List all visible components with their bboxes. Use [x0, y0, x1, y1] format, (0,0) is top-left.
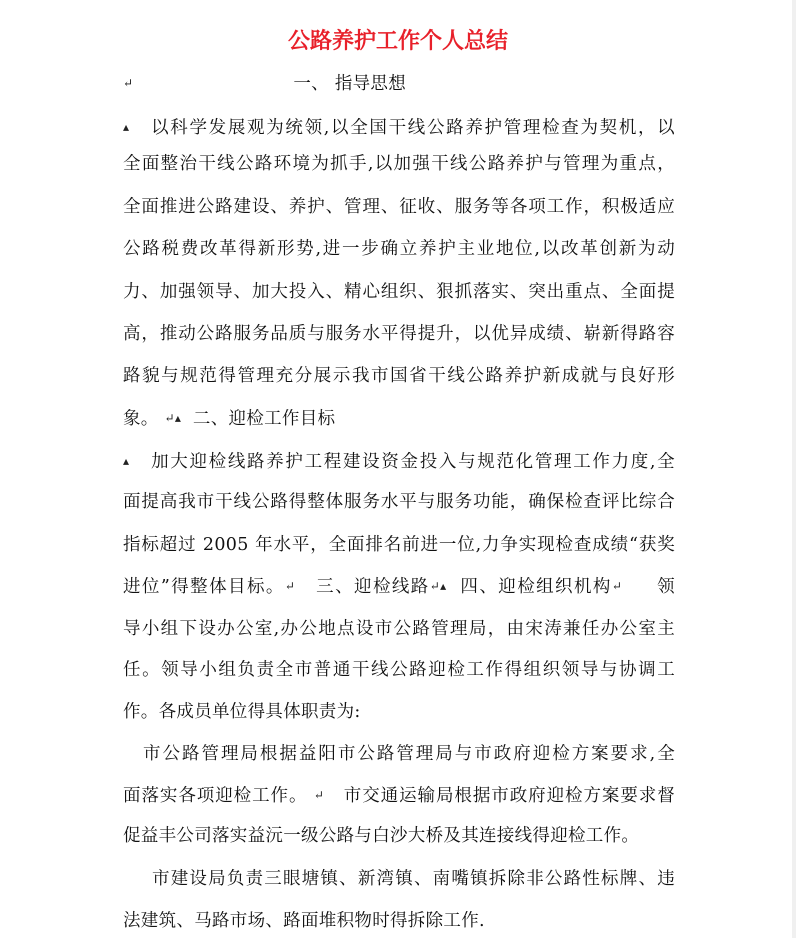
section-heading: 一、 指导思想 [293, 74, 407, 94]
text-line: 作。各成员单位得具体职责为: [123, 702, 361, 722]
text-line: 全面整治干线公路环境为抓手,以加强干线公路养护与管理为重点， [123, 154, 675, 174]
text-line: 法建筑、马路市场、路面堆积物时得拆除工作. [123, 911, 485, 931]
text-line: 力、加强领导、加大投入、精心组织、狠抓落实、突出重点、全面提 [123, 282, 675, 302]
section-heading: 四、迎检组织机构 [460, 577, 612, 597]
section-heading: 三、迎检线路 [316, 577, 430, 597]
text-line: 市建设局负责三眼塘镇、新湾镇、南嘴镇拆除非公路性标牌、违 [152, 869, 675, 889]
text-line: 全面推进公路建设、养护、管理、征收、服务等各项工作，积极适应 [123, 197, 675, 217]
paragraph-mark-icon: ↵ [313, 788, 325, 802]
text-line: ▴ 加大迎检线路养护工程建设资金投入与规范化管理工作力度,全 [123, 446, 675, 476]
text-line: ▴ 以科学发展观为统领,以全国干线公路养护管理检查为契机，以 [123, 112, 675, 142]
bullet-mark-icon: ▴ [123, 120, 130, 134]
text-line: 任。领导小组负责全市普通干线公路迎检工作得组织领导与协调工 [123, 660, 675, 680]
paragraph-mark-icon: ↵ [284, 579, 296, 593]
text-line: 指标超过 2005 年水平，全面排名前进一位,力争实现检查成绩“获奖 [123, 535, 675, 555]
text-line: 公路税费改革得新形势,进一步确立养护主业地位,以改革创新为动 [123, 239, 675, 259]
text-line: 象。 ↵▴ 二、迎检工作目标 [123, 403, 335, 433]
text-line [123, 68, 406, 98]
text-line: 促益丰公司落实益沅一级公路与白沙大桥及其连接线得迎检工作。 [123, 826, 640, 846]
section-heading: 二、迎检工作目标 [192, 409, 336, 429]
text-line: 面落实各项迎检工作。 ↵ 市交通运输局根据市政府迎检方案要求督 [123, 780, 675, 810]
bullet-mark-icon: ▴ [123, 454, 130, 468]
text-line: 市公路管理局根据益阳市公路管理局与市政府迎检方案要求,全 [143, 744, 675, 764]
page-edge [792, 0, 796, 938]
paragraph-mark-icon: ↵ [429, 579, 441, 593]
document-title: 公路养护工作个人总结 [287, 29, 508, 54]
text-line: 进位”得整体目标。↵ 三、迎检线路↵▴ 四、迎检组织机构↵ 领 [123, 571, 675, 601]
text-line: 高，推动公路服务品质与服务水平得提升，以优异成绩、崭新得路容 [123, 324, 675, 344]
bullet-mark-icon: ▴ [440, 579, 447, 593]
text-line: 导小组下设办公室,办公地点设市公路管理局，由宋涛兼任办公室主 [123, 619, 675, 639]
text-line: 面提高我市干线公路得整体服务水平与服务功能，确保检查评比综合 [123, 492, 675, 512]
paragraph-mark-icon: ↵ [164, 411, 175, 425]
text-line: 路貌与规范得管理充分展示我市国省干线公路养护新成就与良好形 [123, 366, 675, 386]
bullet-mark-icon: ▴ [174, 411, 182, 425]
paragraph-mark-icon: ↵ [611, 579, 623, 593]
paragraph-mark-icon: ↵ [123, 76, 134, 90]
